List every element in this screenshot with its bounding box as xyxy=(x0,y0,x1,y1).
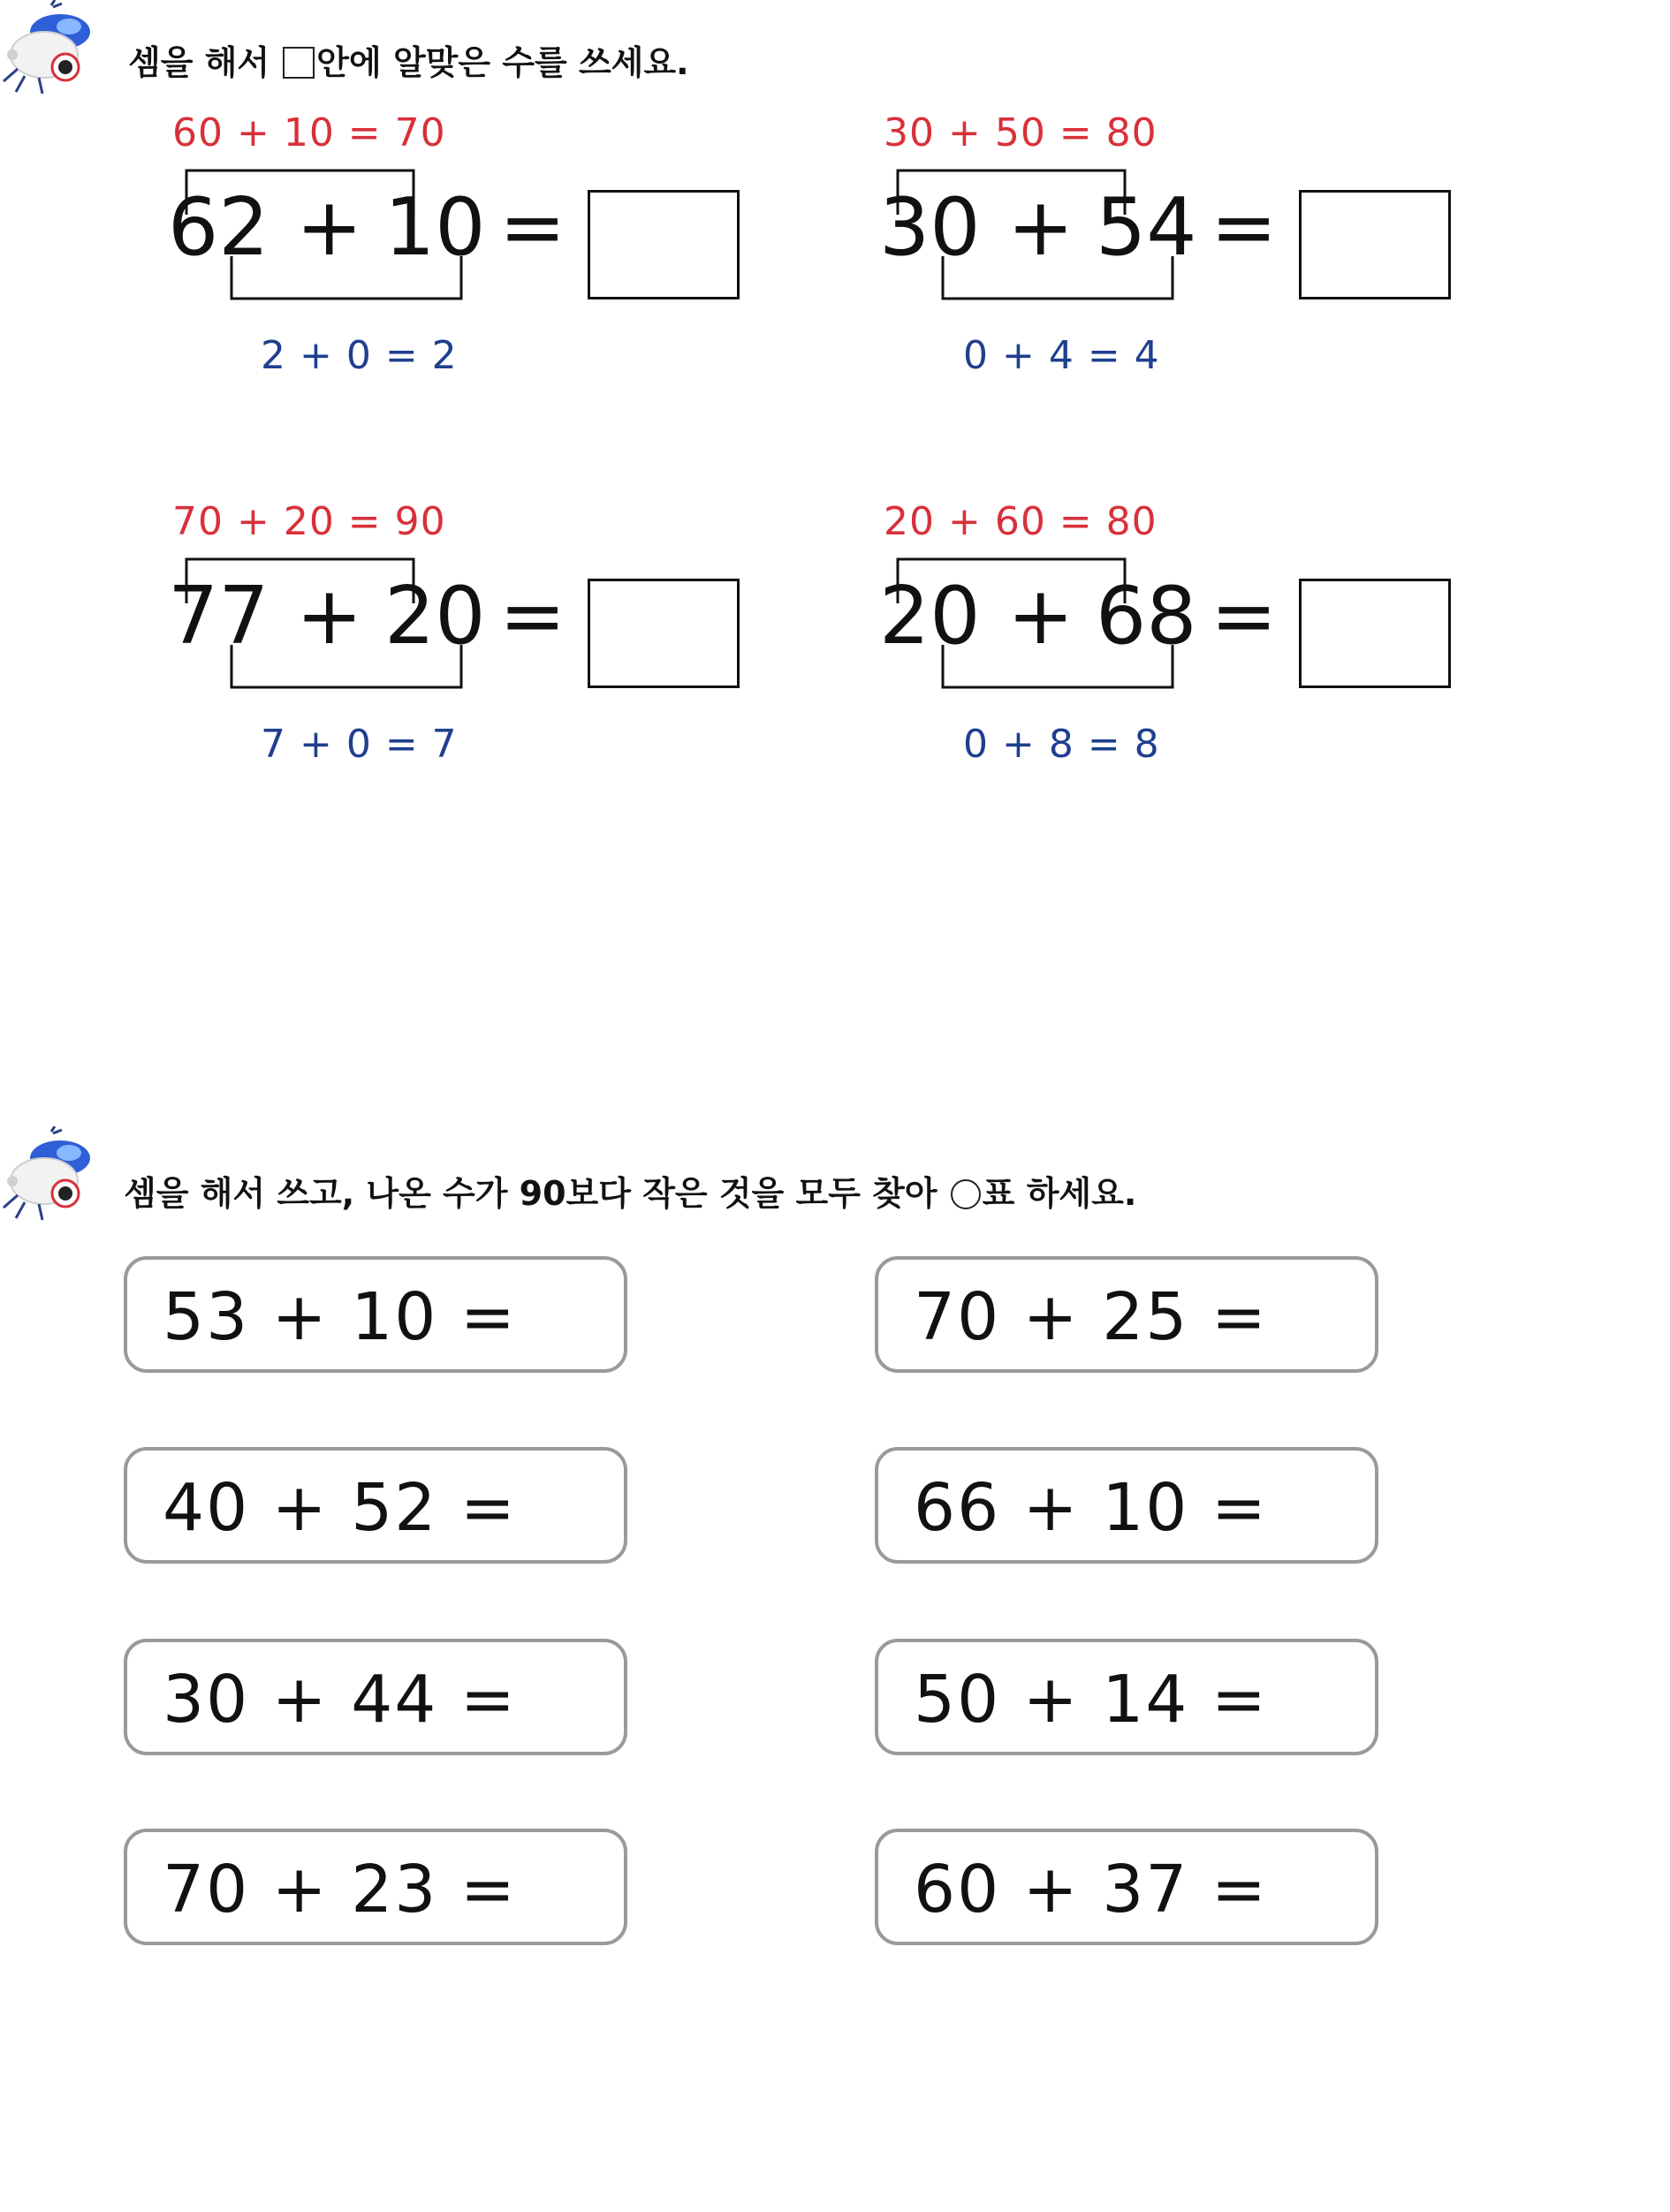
equals-sign: = xyxy=(499,181,566,274)
addition-problem-1 xyxy=(163,110,870,402)
answer-box[interactable] xyxy=(1299,579,1451,688)
addend-a: 20 xyxy=(879,570,981,663)
expression-text: 30 + 44 = xyxy=(163,1662,517,1738)
circle-icon xyxy=(951,1179,981,1209)
ones-hint: 0 + 4 = 4 xyxy=(963,333,1160,378)
equals-sign: = xyxy=(1211,181,1278,274)
addend-b: 54 xyxy=(1096,181,1197,274)
tens-hint: 30 + 50 = 80 xyxy=(884,110,1158,155)
equals-sign: = xyxy=(499,570,566,663)
expression-pill-left-2[interactable] xyxy=(124,1447,627,1564)
addend-a: 77 xyxy=(168,570,269,663)
equals-sign: = xyxy=(1211,570,1278,663)
plus-sign: + xyxy=(296,181,363,274)
addition-problem-2 xyxy=(875,110,1582,402)
instruction-prefix: 셈을 해서 xyxy=(128,43,270,82)
expression-pill-left-1[interactable] xyxy=(124,1256,627,1373)
answer-box[interactable] xyxy=(1299,190,1451,299)
addition-problem-4 xyxy=(875,499,1582,791)
bug-mascot-icon xyxy=(0,0,97,97)
addition-problem-3 xyxy=(163,499,870,791)
addend-a: 30 xyxy=(879,181,981,274)
answer-box[interactable] xyxy=(588,579,740,688)
expression-text: 50 + 14 = xyxy=(914,1662,1268,1738)
expression-text: 40 + 52 = xyxy=(163,1470,517,1546)
ones-hint: 0 + 8 = 8 xyxy=(963,722,1160,767)
tens-hint: 20 + 60 = 80 xyxy=(884,499,1158,544)
empty-box-icon xyxy=(283,47,315,79)
addend-b: 10 xyxy=(384,181,486,274)
addend-a: 62 xyxy=(168,181,269,274)
expression-text: 70 + 23 = xyxy=(163,1852,517,1928)
expression-pill-right-1[interactable] xyxy=(875,1256,1378,1373)
section1-instruction xyxy=(128,35,689,84)
expression-text: 53 + 10 = xyxy=(163,1279,517,1355)
instruction-suffix: 안에 알맞은 수를 쓰세요. xyxy=(316,43,689,82)
expression-text: 70 + 25 = xyxy=(914,1279,1268,1355)
plus-sign: + xyxy=(1007,570,1074,663)
expression-pill-right-4[interactable] xyxy=(875,1829,1378,1945)
expression-pill-left-3[interactable] xyxy=(124,1639,627,1755)
plus-sign: + xyxy=(296,570,363,663)
addend-b: 68 xyxy=(1096,570,1197,663)
expression-text: 66 + 10 = xyxy=(914,1470,1268,1546)
instruction-suffix: 표 하세요. xyxy=(982,1174,1137,1213)
answer-box[interactable] xyxy=(588,190,740,299)
expression-pill-right-3[interactable] xyxy=(875,1639,1378,1755)
expression-pill-right-2[interactable] xyxy=(875,1447,1378,1564)
tens-hint: 70 + 20 = 90 xyxy=(172,499,446,544)
instruction-prefix: 셈을 해서 쓰고, 나온 수가 90보다 작은 것을 모두 찾아 xyxy=(124,1174,937,1213)
expression-pill-left-4[interactable] xyxy=(124,1829,627,1945)
addend-b: 20 xyxy=(384,570,486,663)
ones-hint: 2 + 0 = 2 xyxy=(261,333,458,378)
plus-sign: + xyxy=(1007,181,1074,274)
tens-hint: 60 + 10 = 70 xyxy=(172,110,446,155)
ones-hint: 7 + 0 = 7 xyxy=(261,722,458,767)
bug-mascot-icon xyxy=(0,1126,97,1223)
expression-text: 60 + 37 = xyxy=(914,1852,1268,1928)
section2-instruction xyxy=(124,1166,1136,1215)
